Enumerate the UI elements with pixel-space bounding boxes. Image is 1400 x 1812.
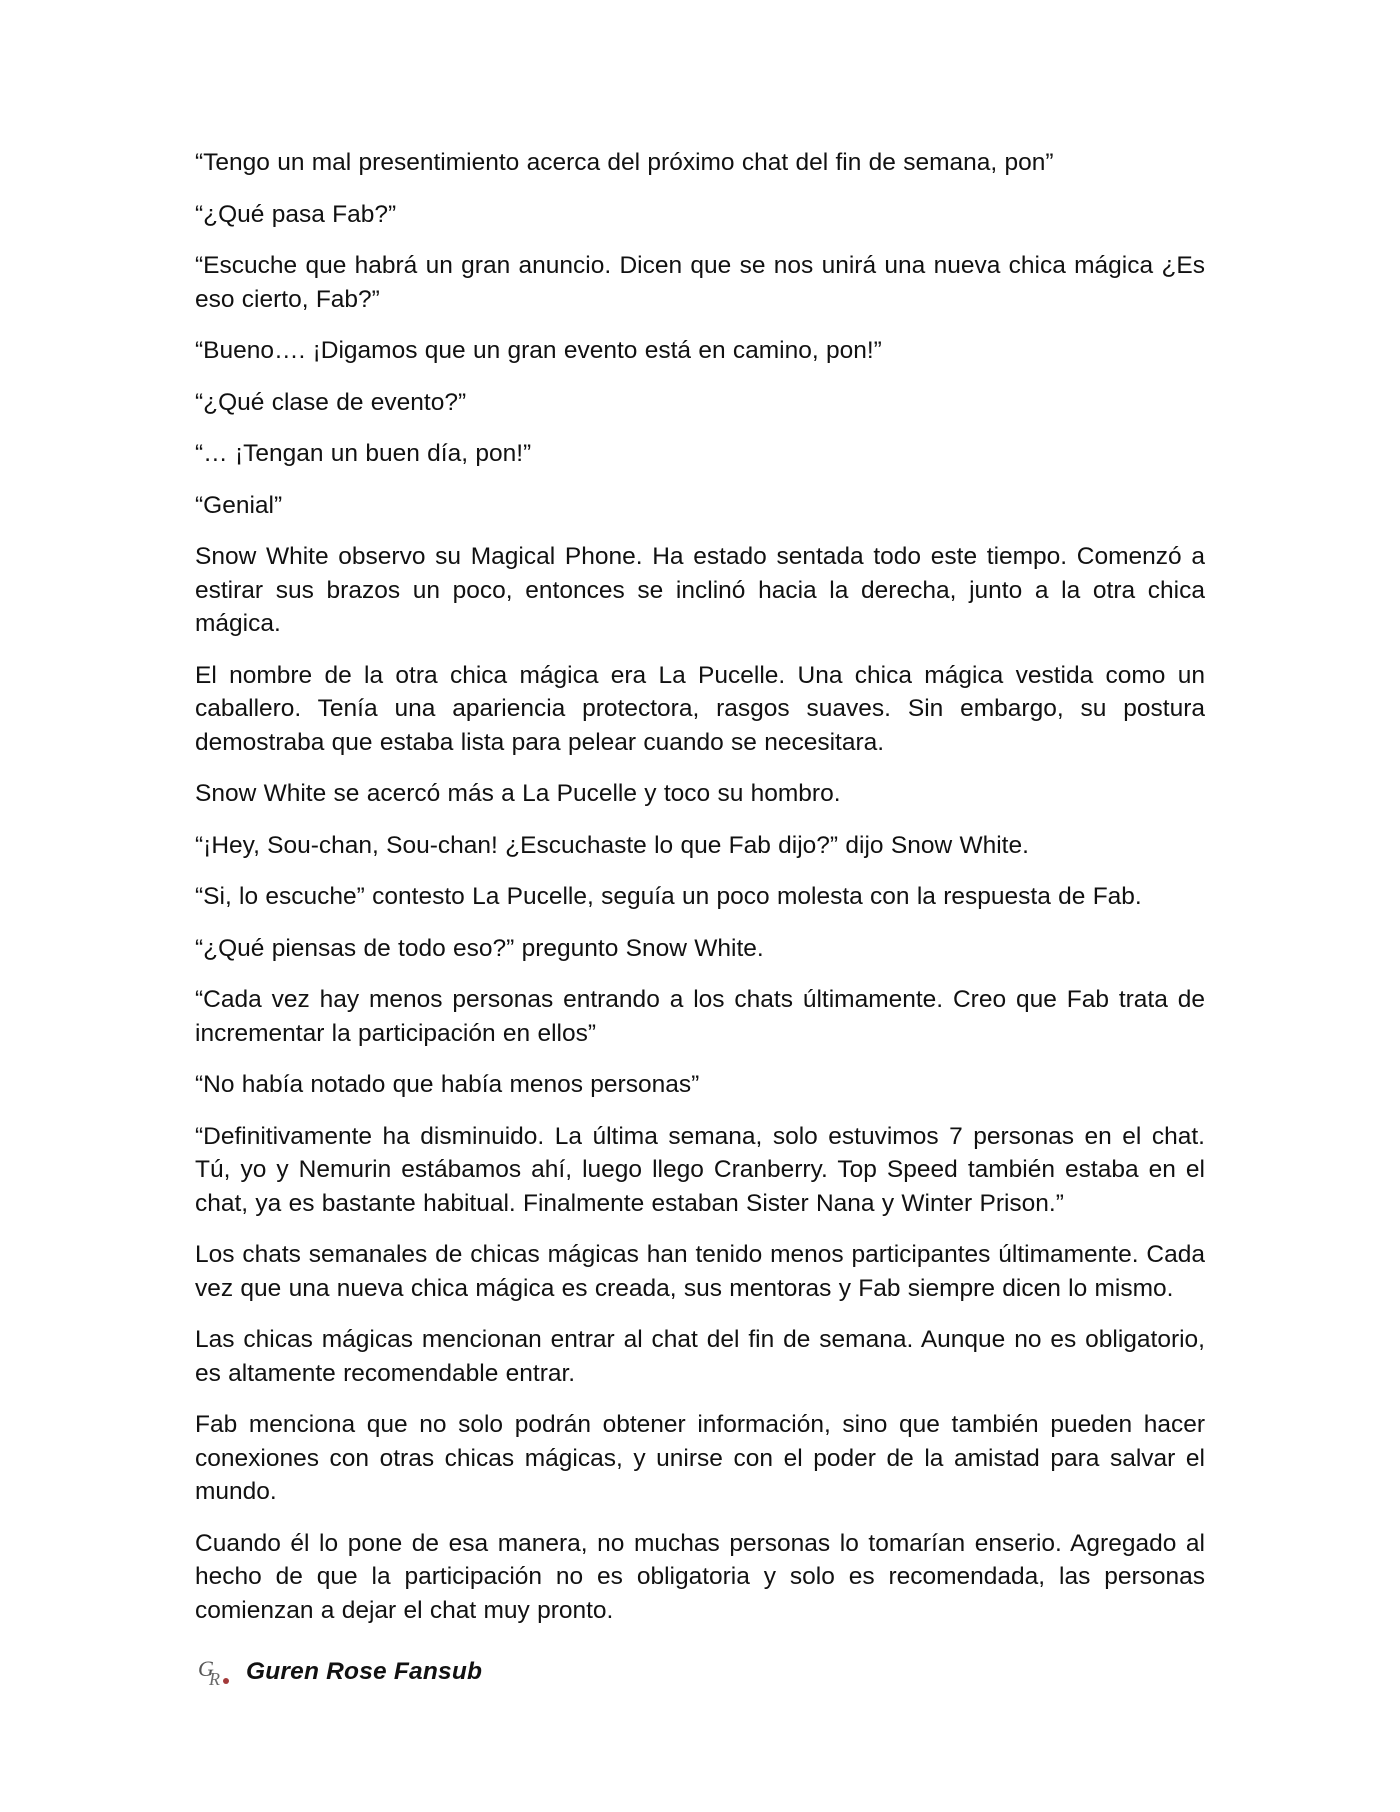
paragraph: “Tengo un mal presentimiento acerca del próximo chat del fin de semana, pon”	[195, 149, 1054, 176]
paragraph: Las chicas mágicas mencionan entrar al chat del fin de semana. Aunque no es obligatorio, es altamente recomendable entrar.	[195, 1326, 1205, 1387]
paragraph: “No había notado que había menos personas”	[195, 1071, 700, 1098]
paragraph: Cuando él lo pone de esa manera, no muchas personas lo tomarían enserio. Agregado al hecho de que la participación no es obligatoria y solo es recomendada, las personas comienzan a dejar el chat muy pronto.	[195, 1529, 1205, 1624]
paragraph: “¡Hey, Sou-chan, Sou-chan! ¿Escuchaste lo que Fab dijo?” dijo Snow White.	[195, 831, 1029, 859]
paragraph: “¿Qué pasa Fab?”	[195, 200, 397, 228]
paragraph: “Bueno…. ¡Digamos que un gran evento está en camino, pon!”	[195, 337, 882, 364]
paragraph: “Si, lo escuche” contesto La Pucelle, seguía un poco molesta con la respuesta de Fab.	[195, 883, 1142, 910]
paragraph: Snow White se acercó más a La Pucelle y toco su hombro.	[195, 780, 841, 807]
fansub-name: Guren Rose Fansub	[246, 1658, 483, 1685]
footer	[196, 1654, 482, 1690]
document-body	[195, 146, 1205, 1645]
paragraph: “¿Qué clase de evento?”	[195, 388, 467, 416]
svg-text:R: R	[209, 1669, 220, 1689]
paragraph: “Cada vez hay menos personas entrando a los chats últimamente. Creo que Fab trata de incrementar la participación en ellos”	[195, 986, 1205, 1047]
paragraph: Snow White observo su Magical Phone. Ha estado sentada todo este tiempo. Comenzó a estirar sus brazos un poco, entonces se inclinó hacia la derecha, junto a la otra chica mágica.	[195, 543, 1205, 637]
paragraph: El nombre de la otra chica mágica era La Pucelle. Una chica mágica vestida como un caballero. Tenía una apariencia protectora, rasgos suaves. Sin embargo, su postura demostraba que estaba lista para pelear cuando se necesitara.	[195, 661, 1205, 756]
paragraph: “Escuche que habrá un gran anuncio. Dicen que se nos unirá una nueva chica mágica ¿Es eso cierto, Fab?”	[195, 252, 1205, 313]
svg-text:G: G	[198, 1656, 214, 1681]
paragraph: “Genial”	[195, 491, 283, 519]
paragraph: Fab menciona que no solo podrán obtener información, sino que también pueden hacer conexiones con otras chicas mágicas, y unirse con el poder de la amistad para salvar el mundo.	[195, 1411, 1205, 1505]
paragraph: Los chats semanales de chicas mágicas han tenido menos participantes últimamente. Cada vez que una nueva chica mágica es creada, sus mentoras y Fab siempre dicen lo mismo.	[195, 1241, 1205, 1302]
paragraph: “Definitivamente ha disminuido. La última semana, solo estuvimos 7 personas en el chat. Tú, yo y Nemurin estábamos ahí, luego llego Cranberry. Top Speed también estaba en el chat, ya es bastante habitual. Finalmente estaban Sister Nana y Winter Prison.”	[195, 1122, 1205, 1217]
paragraph: “¿Qué piensas de todo eso?” pregunto Snow White.	[195, 934, 764, 962]
gr-monogram-icon	[196, 1654, 232, 1690]
paragraph: “… ¡Tengan un buen día, pon!”	[195, 440, 532, 467]
